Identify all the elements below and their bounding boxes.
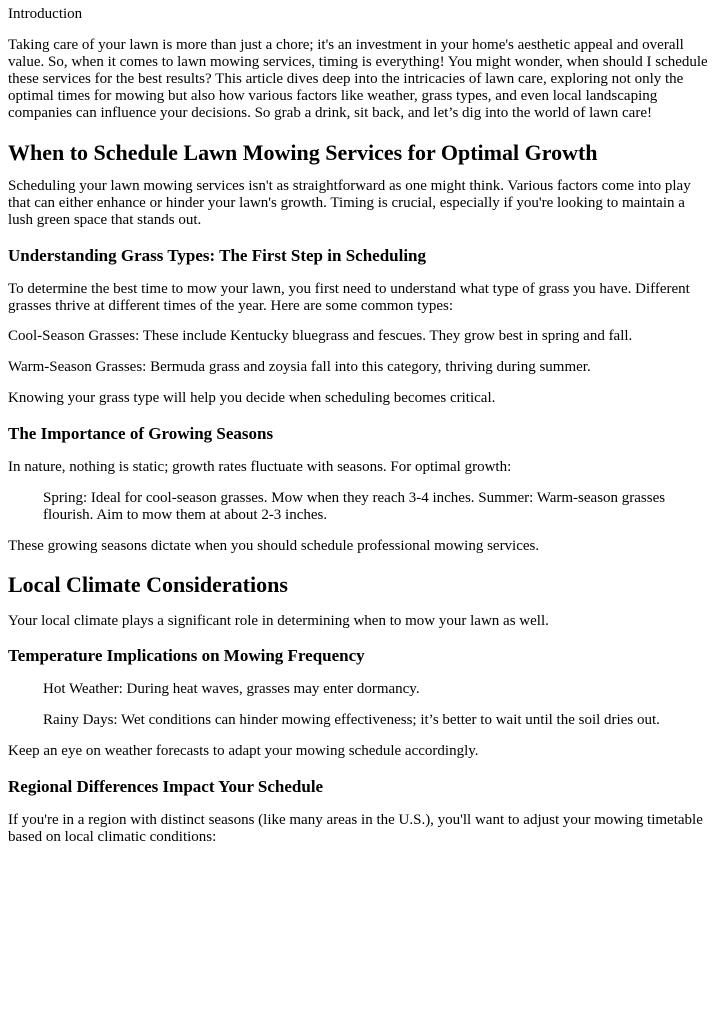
growing-seasons-closing: These growing seasons dictate when you should schedule professional mowing services. (8, 538, 540, 554)
climate-heading: Local Climate Considerations (8, 572, 288, 597)
grass-types-heading: Understanding Grass Types: The First Step in Scheduling (8, 246, 427, 265)
grass-types-paragraph: To determine the best time to mow your lawn, you first need to understand what type of grass you have. Different grasses thrive at different times of the year. Here are some common types: (8, 281, 690, 314)
section-heading-scheduling: When to Schedule Lawn Mowing Services for Optimal Growth (8, 140, 598, 165)
climate-paragraph: Your local climate plays a significant role in determining when to mow your lawn as well. (8, 613, 549, 629)
intro-paragraph: Taking care of your lawn is more than just a chore; it's an investment in your home's aesthetic appeal and overall value. So, when it comes to lawn mowing services, timing is everything! You might wonder, when should I schedule these services for the best results? This article dives deep into the intricacies of lawn care, exploring not only the optimal times for mowing but also how various factors like weather, grass types, and even local landscaping companies can influence your decisions. So grab a drink, sit back, and let’s dig into the world of lawn care! (8, 37, 708, 121)
seasons-list: Spring: Ideal for cool-season grasses. Mow when they reach 3-4 inches. Summer: Warm-season grasses flourish. Aim to mow them at about 2-3 inches. (43, 490, 666, 523)
regional-paragraph: If you're in a region with distinct seasons (like many areas in the U.S.), you'll want to adjust your mowing timetable based on local climatic conditions: (8, 812, 703, 845)
scheduling-paragraph: Scheduling your lawn mowing services isn't as straightforward as one might think. Various factors come into play that can either enhance or hinder your lawn's growth. Timing is crucial, especially if you're looking to maintain a lush green space that stands out. (8, 178, 691, 228)
intro-label: Introduction (8, 6, 83, 22)
regional-heading: Regional Differences Impact Your Schedule (8, 777, 324, 796)
hot-weather-item: Hot Weather: During heat waves, grasses may enter dormancy. (43, 681, 420, 697)
article (0, 6, 720, 846)
grass-types-closing: Knowing your grass type will help you decide when scheduling becomes critical. (8, 390, 496, 406)
cool-season-item: Cool-Season Grasses: These include Kentucky bluegrass and fescues. They grow best in spring and fall. (8, 328, 633, 344)
temperature-closing: Keep an eye on weather forecasts to adapt your mowing schedule accordingly. (8, 743, 479, 759)
warm-season-item: Warm-Season Grasses: Bermuda grass and zoysia fall into this category, thriving during summer. (8, 359, 591, 375)
temperature-heading: Temperature Implications on Mowing Frequency (8, 646, 365, 665)
rainy-days-item: Rainy Days: Wet conditions can hinder mowing effectiveness; it’s better to wait until the soil dries out. (43, 712, 660, 728)
growing-seasons-paragraph: In nature, nothing is static; growth rates fluctuate with seasons. For optimal growth: (8, 459, 512, 475)
growing-seasons-heading: The Importance of Growing Seasons (8, 424, 274, 443)
